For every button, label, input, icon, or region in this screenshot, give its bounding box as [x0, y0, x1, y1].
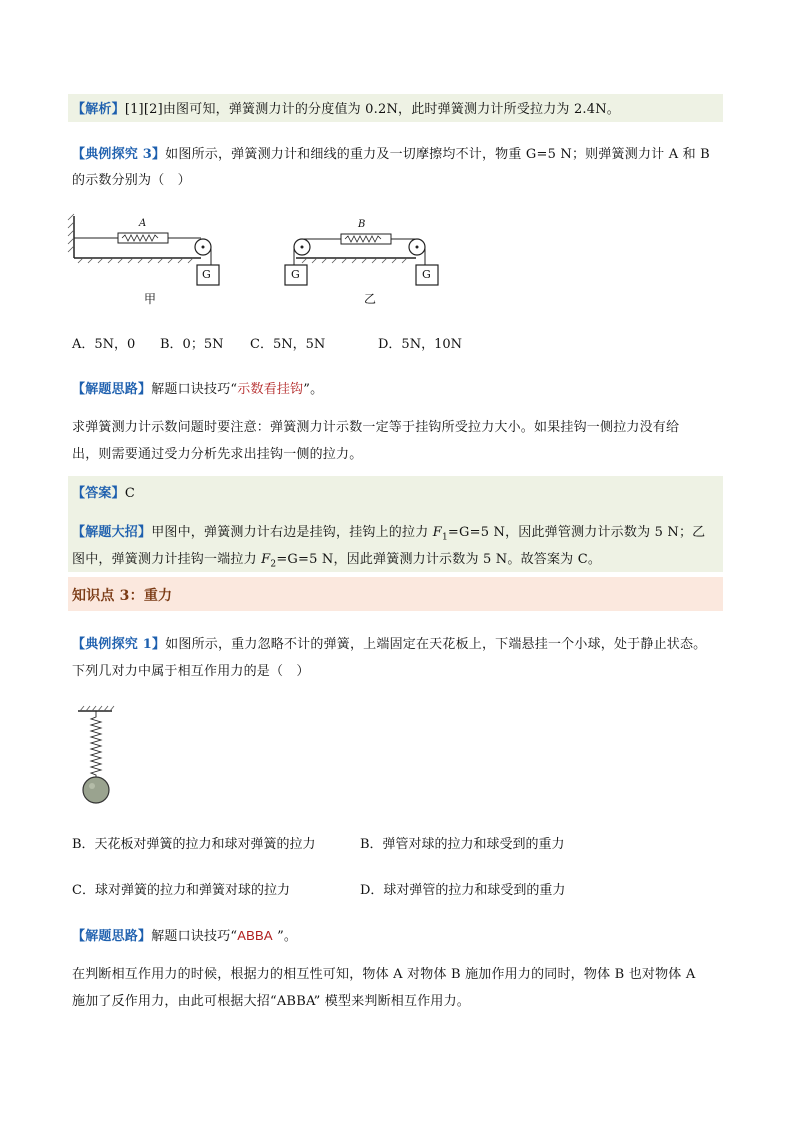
example3-tag: 【典例探究 3】	[72, 147, 166, 162]
example1-line1	[72, 633, 706, 652]
hint1-highlight: 示数看挂钩	[237, 382, 304, 397]
answer-line	[72, 482, 135, 501]
ball	[83, 777, 109, 803]
solution-text: 甲图中，弹簧测力计右边是挂钩，挂钩上的拉力	[151, 525, 433, 540]
hint1-tag: 【解题思路】	[72, 382, 152, 397]
example1-tag: 【典例探究 1】	[72, 637, 166, 652]
hint2-tag: 【解题思路】	[72, 929, 152, 944]
force-subscript: 1	[441, 532, 448, 543]
example1-question-line1: 如图所示，重力忽略不计的弹簧，上端固定在天花板上，下端悬挂一个小球，处于静止状态。	[165, 637, 707, 652]
option-a: A．5N，0	[72, 337, 136, 352]
option-d: D．5N，10N	[378, 337, 462, 352]
example3-question-line1: 如图所示，弹簧测力计和细线的重力及一切摩擦均不计，物重 G=5 N；则弹簧测力计 A 和 B	[165, 147, 710, 162]
solution-line1	[72, 521, 705, 543]
example3-line1	[72, 143, 710, 162]
solution-line2	[72, 548, 601, 570]
hint2-highlight: ABBA	[237, 928, 273, 943]
weight-label: G	[422, 268, 431, 281]
option-c: C．5N，5N	[250, 337, 326, 352]
solution-text: =G=5 N，因此弹管测力计示数为 5 N；乙	[447, 525, 706, 540]
force-symbol: F	[261, 552, 271, 567]
answer-text: C	[124, 486, 135, 501]
hint1-text-before: 解题口诀技巧“	[151, 382, 238, 397]
force-subscript: 2	[270, 559, 277, 570]
figure-caption-left: 甲	[144, 292, 157, 306]
option-a: B．天花板对弹簧的拉力和球对弹簧的拉力	[72, 837, 316, 852]
hint1-paragraph-line1: 求弹簧测力计示数问题时要注意：弹簧测力计示数一定等于挂钩所受拉力大小。如果挂钩一侧拉力没有给	[72, 420, 680, 435]
analysis-text: [1][2]由图可知，弹簧测力计的分度值为 0.2N，此时弹簧测力计所受拉力为 2.4N。	[124, 102, 621, 117]
weight-label: G	[202, 268, 211, 281]
example1-question-line2: 下列几对力中属于相互作用力的是（ ）	[72, 664, 310, 679]
force-symbol: F	[432, 525, 442, 540]
hint2-text-before: 解题口诀技巧“	[151, 929, 238, 944]
hint2-paragraph-line2: 施加了反作用力，由此可根据大招“ABBA” 模型来判断相互作用力。	[72, 994, 470, 1009]
spring	[91, 711, 101, 777]
hint2-text-after: ”。	[272, 929, 298, 944]
hint1-line	[72, 378, 323, 397]
hint2-line	[72, 925, 297, 944]
hint1-paragraph-line2: 出，则需要通过受力分析先求出挂钩一侧的拉力。	[72, 447, 363, 462]
option-c: C．球对弹簧的拉力和弹簧对球的拉力	[72, 883, 290, 898]
analysis-line	[72, 98, 620, 117]
figure-caption-right: 乙	[364, 292, 377, 306]
analysis-tag: 【解析】	[72, 102, 125, 117]
hint2-paragraph-line1: 在判断相互作用力的时候，根据力的相互性可知，物体 A 对物体 B 施加作用力的同时，物体 B 也对物体 A	[72, 967, 696, 982]
solution-text: 图中，弹簧测力计挂钩一端拉力	[72, 552, 262, 567]
option-b: B．0；5N	[160, 337, 224, 352]
spring-scale-figure	[66, 210, 446, 305]
knowledge-title: 知识点 3：重力	[72, 588, 173, 604]
spring-ball-figure	[74, 705, 124, 810]
answer-tag: 【答案】	[72, 486, 125, 501]
label-a: A	[139, 218, 147, 229]
option-d: D．球对弹管的拉力和球受到的重力	[360, 883, 566, 898]
weight-label: G	[291, 268, 300, 281]
label-b: B	[358, 219, 366, 230]
option-b: B．弹管对球的拉力和球受到的重力	[360, 837, 565, 852]
example3-question-line2: 的示数分别为（ ）	[72, 173, 191, 188]
solution-tag: 【解题大招】	[72, 525, 152, 540]
solution-text: =G=5 N，因此弹簧测力计示数为 5 N。故答案为 C。	[276, 552, 602, 567]
hint1-text-after: ”。	[303, 382, 324, 397]
